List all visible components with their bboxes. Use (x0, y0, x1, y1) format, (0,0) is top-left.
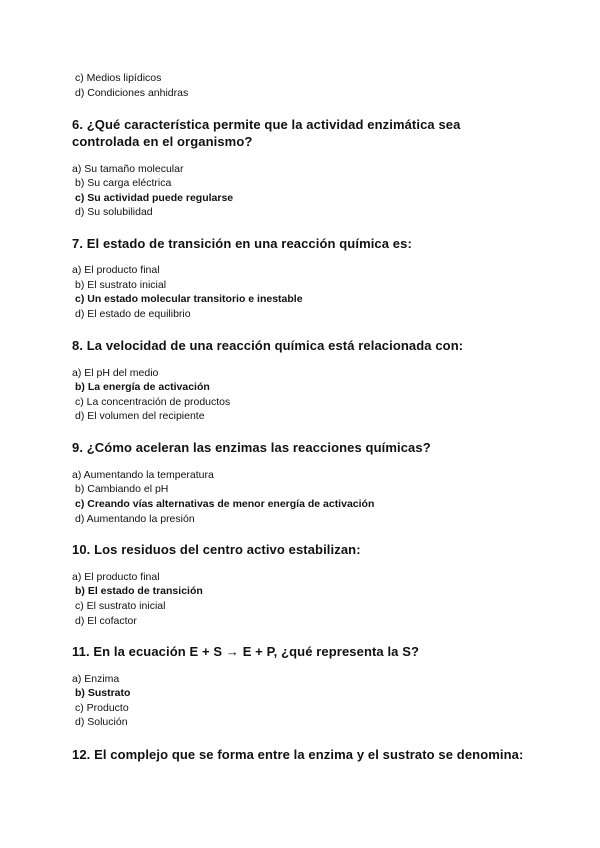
question-7-option-a: a) El producto final (72, 264, 160, 276)
question-11-title: 11. En la ecuación E + S → E + P, ¿qué representa la S? (72, 644, 420, 659)
option-d: d) Condiciones anhidras (75, 87, 189, 99)
question-10-option-b-correct: b) El estado de transición (75, 585, 203, 597)
question-9-option-d: d) Aumentando la presión (75, 513, 195, 525)
question-7-option-b: b) El sustrato inicial (75, 279, 167, 291)
question-10-option-d: d) El cofactor (75, 615, 137, 627)
question-8-option-c: c) La concentración de productos (75, 396, 231, 408)
question-6-option-c-correct: c) Su actividad puede regularse (75, 192, 234, 204)
question-7-option-d: d) El estado de equilibrio (75, 308, 191, 320)
option-c: c) Medios lipídicos (75, 72, 162, 84)
question-10-title: 10. Los residuos del centro activo estabilizan: (72, 542, 361, 557)
question-11-option-d: d) Solución (75, 716, 128, 728)
question-9-option-a: a) Aumentando la temperatura (72, 469, 214, 481)
question-11-option-a: a) Enzima (72, 673, 120, 685)
question-12-title: 12. El complejo que se forma entre la enzima y el sustrato se denomina: (72, 747, 524, 762)
question-7-option-c-correct: c) Un estado molecular transitorio e inestable (75, 293, 303, 305)
question-8-option-d: d) El volumen del recipiente (75, 410, 205, 422)
question-10-option-a: a) El producto final (72, 571, 160, 583)
question-6-option-d: d) Su solubilidad (75, 206, 153, 218)
question-8-title: 8. La velocidad de una reacción química está relacionada con: (72, 338, 464, 353)
question-7-title: 7. El estado de transición en una reacción química es: (72, 236, 412, 251)
question-9-option-b: b) Cambiando el pH (75, 483, 169, 495)
question-6-option-b: b) Su carga eléctrica (75, 177, 172, 189)
question-9-title: 9. ¿Cómo aceleran las enzimas las reacciones químicas? (72, 440, 431, 455)
question-11-option-b-correct: b) Sustrato (75, 687, 131, 699)
question-8-option-b-correct: b) La energía de activación (75, 381, 210, 393)
question-9-option-c-correct: c) Creando vías alternativas de menor energía de activación (75, 498, 375, 510)
question-6-title-line-2: controlada en el organismo? (72, 134, 253, 149)
question-11-option-c: c) Producto (75, 702, 129, 714)
question-8-option-a: a) El pH del medio (72, 367, 159, 379)
question-6-title-line-1: 6. ¿Qué característica permite que la actividad enzimática sea (72, 117, 461, 132)
question-6-option-a: a) Su tamaño molecular (72, 163, 184, 175)
question-10-option-c: c) El sustrato inicial (75, 600, 166, 612)
